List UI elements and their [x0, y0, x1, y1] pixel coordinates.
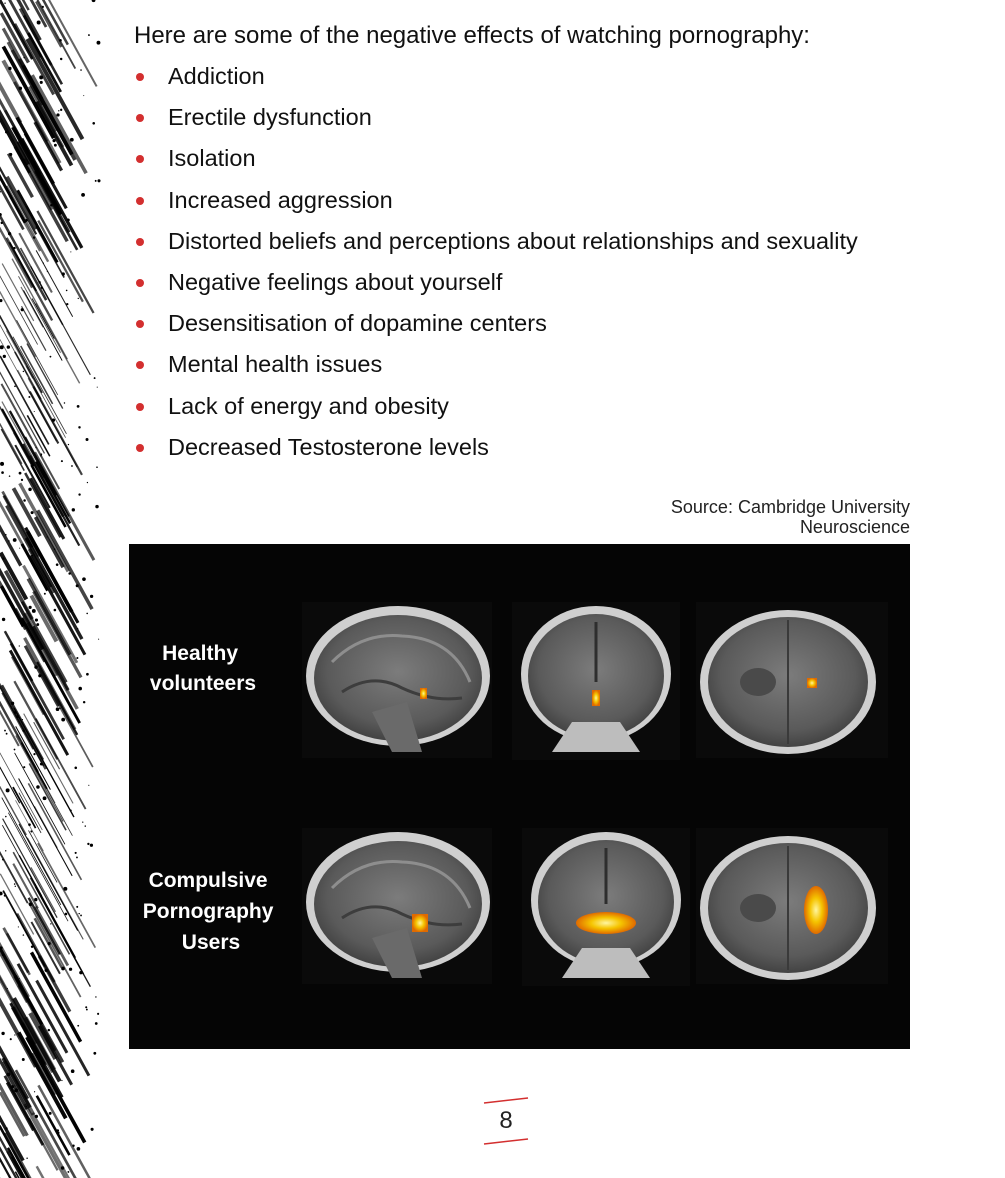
hatch-speck [2, 859, 4, 861]
hatch-speck [71, 465, 73, 467]
hatch-stroke [16, 736, 63, 822]
hatch-speck [50, 204, 53, 207]
hatch-speck [39, 75, 43, 79]
hatch-speck [60, 109, 62, 111]
hatch-speck [50, 923, 51, 924]
hatch-speck [68, 444, 69, 445]
hatch-speck [88, 785, 89, 786]
hatch-speck [4, 730, 6, 732]
decorative-hatch-texture [0, 0, 102, 1178]
hatch-speck [95, 996, 96, 997]
hatch-speck [6, 788, 10, 792]
hatch-speck [19, 87, 22, 90]
axial-scan-healthy [696, 602, 888, 758]
hatch-speck [77, 1147, 81, 1151]
list-item: Decreased Testosterone levels [134, 427, 858, 468]
hatch-speck [76, 657, 78, 659]
hatch-speck [47, 536, 48, 537]
activation-spot [592, 690, 600, 706]
hatch-speck [25, 219, 28, 222]
hatch-speck [25, 1106, 26, 1107]
hatch-speck [82, 821, 83, 822]
hatch-speck [5, 534, 7, 536]
hatch-speck [14, 385, 16, 387]
hatch-speck [38, 281, 40, 283]
hatch-speck [11, 702, 14, 705]
hatch-speck [82, 577, 86, 581]
coronal-scan-healthy [512, 602, 680, 760]
list-item: Erectile dysfunction [134, 97, 858, 138]
hatch-speck [67, 218, 70, 221]
hatch-speck [81, 193, 85, 197]
hatch-speck [40, 763, 43, 766]
hatch-speck [0, 191, 1, 193]
hatch-speck [86, 673, 89, 676]
hatch-speck [98, 639, 99, 640]
hatch-speck [23, 766, 25, 768]
hatch-speck [87, 843, 89, 845]
hatch-speck [16, 715, 19, 718]
hatch-speck [18, 926, 19, 927]
hatch-speck [14, 1034, 15, 1035]
hatch-speck [79, 971, 82, 974]
hatch-speck [75, 852, 77, 854]
hatch-speck [87, 482, 88, 483]
hatch-speck [76, 906, 78, 908]
hatch-speck [97, 179, 100, 182]
hatch-speck [19, 645, 20, 646]
hatch-speck [31, 946, 33, 948]
bullet-icon [136, 361, 144, 369]
hatch-speck [6, 733, 8, 735]
hatch-speck [28, 823, 31, 826]
hatch-speck [0, 462, 4, 466]
hatch-speck [59, 707, 61, 709]
hatch-speck [11, 1085, 14, 1088]
hatch-speck [42, 6, 44, 8]
hatch-speck [50, 356, 52, 358]
hatch-speck [5, 850, 6, 851]
hatch-speck [14, 1085, 15, 1086]
hatch-speck [32, 555, 33, 556]
hatch-stroke [24, 290, 63, 360]
hatch-speck [78, 493, 80, 495]
bullet-icon [136, 238, 144, 246]
hatch-speck [8, 67, 11, 70]
hatch-stroke [2, 693, 33, 749]
hatch-speck [37, 21, 41, 25]
hatch-speck [86, 438, 89, 441]
hatch-speck [45, 969, 48, 972]
hatch-speck [58, 110, 59, 111]
hatch-speck [68, 572, 71, 575]
hatch-speck [31, 511, 34, 514]
hatch-stroke [0, 747, 42, 830]
hatch-speck [60, 58, 62, 60]
hatch-speck [92, 122, 95, 125]
hatch-speck [22, 719, 23, 720]
hatch-speck [77, 1025, 79, 1027]
hatch-speck [86, 1009, 88, 1011]
hatch-stroke [13, 787, 36, 828]
hatch-speck [77, 628, 78, 629]
hatch-speck [57, 1129, 60, 1132]
hatch-stroke [2, 798, 61, 905]
hatch-speck [35, 1115, 38, 1118]
hatch-speck [94, 377, 96, 379]
hatch-stroke [16, 1070, 76, 1178]
hatch-speck [56, 563, 59, 566]
hatch-speck [28, 396, 30, 398]
hatch-speck [54, 144, 57, 147]
hatch-stroke [29, 763, 66, 830]
hatch-speck [34, 1091, 35, 1092]
hatch-speck [33, 236, 35, 238]
hatch-speck [43, 796, 47, 800]
hatch-speck [78, 426, 80, 428]
hatch-speck [74, 767, 77, 770]
hatch-speck [4, 895, 6, 897]
hatch-speck [90, 844, 93, 847]
hatch-speck [28, 488, 31, 491]
hatch-speck [54, 548, 56, 550]
hatch-speck [90, 595, 93, 598]
sagittal-scan-healthy [302, 602, 492, 758]
hatch-speck [34, 665, 37, 668]
hatch-speck [6, 1073, 10, 1077]
hatch-speck [22, 729, 25, 732]
hatch-speck [40, 455, 42, 457]
bullet-icon [136, 197, 144, 205]
hatch-speck [3, 355, 6, 358]
hatch-speck [88, 34, 90, 36]
bullet-icon [136, 444, 144, 452]
hatch-speck [83, 701, 85, 703]
hatch-speck [57, 1132, 59, 1134]
coronal-scan-compulsive [522, 828, 690, 986]
hatch-speck [29, 902, 33, 906]
hatch-speck [5, 816, 7, 818]
hatch-speck [56, 113, 59, 116]
hatch-stroke [12, 259, 67, 359]
list-item: Mental health issues [134, 344, 858, 385]
hatch-speck [14, 711, 17, 714]
hatch-speck [61, 460, 63, 462]
hatch-speck [14, 1088, 18, 1092]
hatch-speck [49, 1112, 52, 1115]
hatch-speck [85, 825, 86, 826]
hatch-speck [38, 674, 41, 677]
activation-spot [804, 886, 828, 934]
hatch-speck [40, 453, 42, 455]
hatch-speck [14, 883, 16, 885]
hatch-speck [26, 1157, 27, 1158]
hatch-speck [64, 402, 65, 403]
hatch-speck [48, 1029, 50, 1031]
hatch-speck [95, 1022, 98, 1025]
source-citation: Source: Cambridge University Neuroscience [670, 497, 910, 537]
hatch-speck [36, 623, 39, 626]
hatch-speck [61, 1080, 62, 1081]
intro-text: Here are some of the negative effects of watching pornography: [134, 22, 810, 49]
hatch-speck [32, 609, 36, 613]
hatch-stroke [21, 346, 53, 404]
hatch-stroke [34, 722, 60, 769]
hatch-speck [93, 1052, 96, 1055]
bullet-icon [136, 73, 144, 81]
hatch-speck [95, 505, 98, 508]
hatch-speck [15, 886, 16, 887]
hatch-speck [28, 168, 29, 169]
hatch-speck [86, 613, 88, 615]
hatch-speck [35, 618, 38, 621]
row-label-healthy: Healthy volunteers [149, 642, 257, 695]
hatch-speck [67, 1171, 69, 1173]
hatch-speck [23, 934, 24, 935]
hatch-speck [1, 222, 3, 224]
list-item: Distorted beliefs and perceptions about relationships and sexuality [134, 221, 858, 262]
page-number: 8 [480, 1096, 532, 1146]
hatch-stroke [28, 783, 81, 879]
sagittal-scan-compulsive [302, 828, 492, 984]
hatch-speck [1, 1032, 4, 1035]
hatch-speck [78, 913, 79, 914]
hatch-speck [77, 405, 80, 408]
hatch-speck [40, 81, 43, 84]
hatch-speck [1, 471, 4, 474]
hatch-speck [72, 1145, 74, 1147]
hatch-speck [92, 0, 96, 2]
hatch-speck [70, 138, 74, 142]
brain-scan-figure [129, 544, 910, 1049]
hatch-speck [70, 251, 71, 252]
hatch-speck [19, 978, 20, 979]
hatch-speck [4, 2, 5, 3]
list-item: Increased aggression [134, 180, 858, 221]
hatch-speck [7, 988, 8, 989]
hatch-speck [96, 466, 98, 468]
hatch-speck [70, 809, 72, 811]
list-item: Desensitisation of dopamine centers [134, 303, 858, 344]
hatch-speck [56, 707, 60, 711]
hatch-speck [23, 499, 26, 502]
hatch-speck [85, 1006, 87, 1008]
hatch-speck [13, 247, 15, 249]
activation-spot [420, 688, 427, 699]
hatch-speck [8, 191, 10, 193]
hatch-stroke [7, 177, 36, 229]
activation-spot [576, 912, 636, 934]
hatch-speck [72, 508, 75, 511]
hatch-speck [23, 371, 24, 372]
bullet-icon [136, 279, 144, 287]
hatch-speck [61, 1166, 64, 1169]
hatch-speck [13, 538, 17, 542]
activation-spot [807, 678, 817, 688]
hatch-speck [61, 718, 65, 722]
hatch-speck [52, 418, 55, 421]
hatch-speck [59, 1107, 60, 1108]
bullet-icon [136, 155, 144, 163]
hatch-speck [62, 272, 65, 275]
hatch-speck [43, 262, 44, 263]
hatch-stroke [21, 287, 43, 327]
hatch-speck [8, 232, 11, 235]
list-item: Lack of energy and obesity [134, 386, 858, 427]
hatch-speck [91, 1128, 94, 1131]
hatch-speck [76, 857, 78, 859]
hatch-speck [47, 271, 48, 272]
hatch-speck [78, 298, 79, 299]
hatch-speck [19, 548, 20, 549]
activation-spot [412, 914, 428, 932]
hatch-speck [80, 69, 82, 71]
hatch-speck [83, 95, 84, 96]
hatch-speck [10, 1038, 12, 1040]
hatch-speck [8, 540, 10, 542]
list-item: Addiction [134, 56, 858, 97]
hatch-speck [35, 447, 36, 448]
hatch-speck [48, 942, 51, 945]
hatch-speck [97, 41, 101, 45]
hatch-speck [52, 139, 55, 142]
hatch-speck [34, 898, 37, 901]
hatch-speck [61, 967, 65, 971]
hatch-speck [29, 606, 32, 609]
hatch-speck [66, 303, 68, 305]
hatch-speck [44, 593, 46, 595]
hatch-speck [9, 475, 10, 476]
axial-scan-compulsive [696, 828, 888, 984]
hatch-speck [76, 584, 79, 587]
hatch-speck [78, 687, 82, 691]
hatch-speck [65, 913, 68, 916]
hatch-speck [0, 892, 3, 896]
hatch-speck [71, 1069, 75, 1073]
hatch-speck [66, 290, 68, 292]
hatch-speck [5, 1127, 7, 1129]
hatch-speck [23, 57, 24, 58]
hatch-speck [41, 287, 43, 289]
hatch-speck [14, 749, 16, 751]
hatch-speck [69, 968, 72, 971]
effects-list [134, 56, 858, 468]
hatch-speck [2, 953, 5, 956]
hatch-speck [21, 308, 24, 311]
bullet-icon [136, 320, 144, 328]
hatch-speck [80, 915, 82, 917]
hatch-speck [54, 609, 57, 612]
hatch-speck [33, 753, 35, 755]
hatch-speck [97, 387, 98, 388]
bullet-icon [136, 114, 144, 122]
hatch-speck [36, 785, 40, 789]
hatch-stroke [0, 759, 20, 804]
hatch-speck [59, 39, 62, 42]
hatch-speck [21, 479, 23, 481]
hatch-speck [9, 153, 12, 156]
hatch-speck [63, 887, 67, 891]
hatch-speck [95, 180, 97, 182]
hatch-speck [97, 1013, 99, 1015]
hatch-speck [30, 830, 32, 832]
hatch-speck [22, 1058, 25, 1061]
list-item: Isolation [134, 138, 858, 179]
hatch-speck [0, 299, 2, 302]
hatch-speck [34, 411, 35, 412]
hatch-speck [2, 618, 5, 621]
bullet-icon [136, 403, 144, 411]
hatch-speck [7, 345, 10, 348]
hatch-speck [5, 131, 8, 134]
hatch-speck [19, 472, 22, 475]
hatch-stroke [2, 264, 34, 321]
list-item: Negative feelings about yourself [134, 262, 858, 303]
row-label-compulsive: Compulsive Pornography Users [142, 869, 274, 954]
hatch-speck [0, 213, 2, 216]
hatch-speck [2, 557, 4, 559]
